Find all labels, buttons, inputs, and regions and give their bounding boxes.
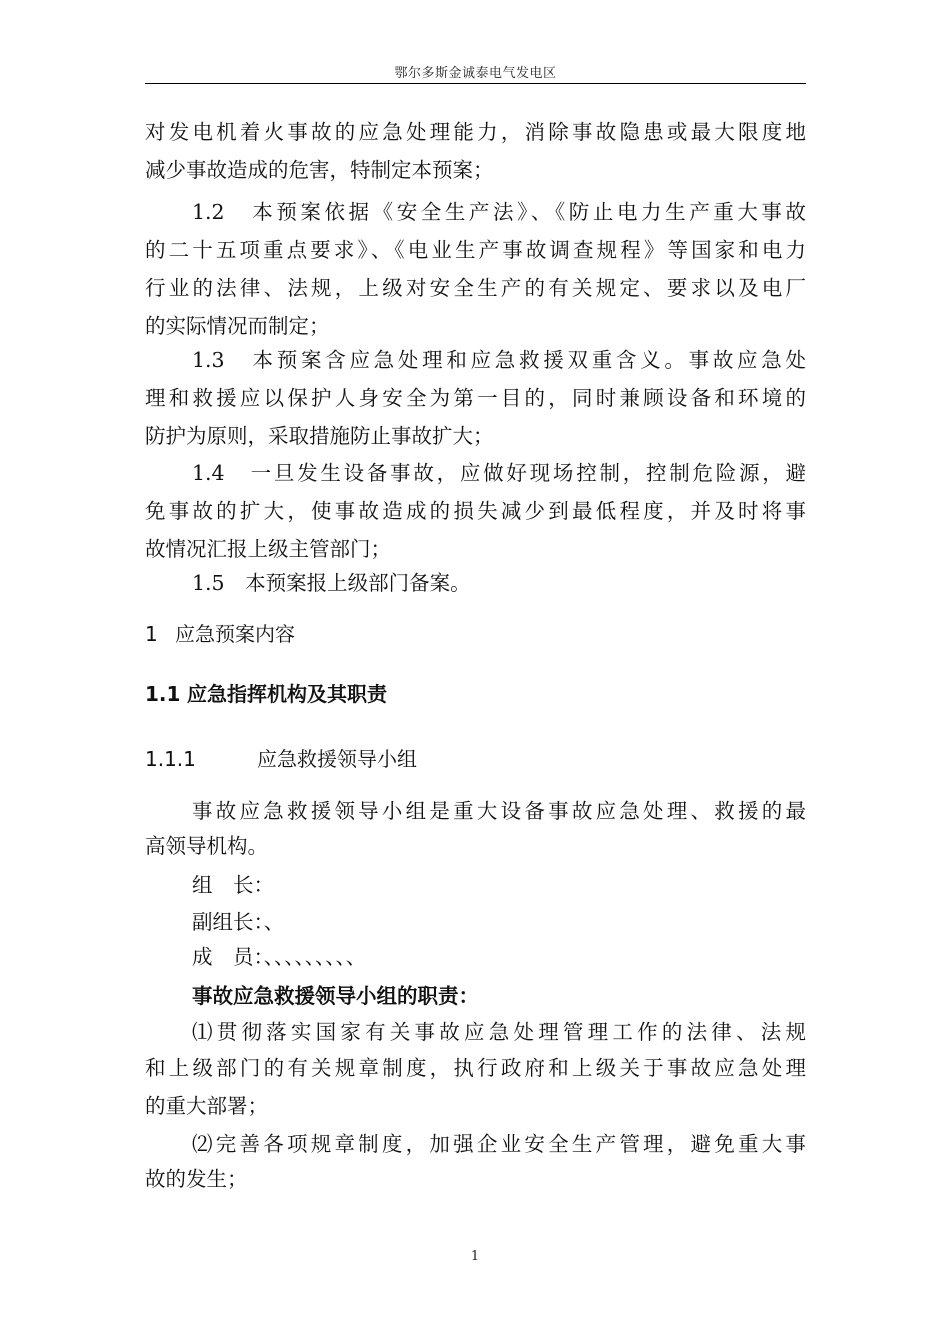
duty-item-line: 故的发生； <box>145 1167 248 1191</box>
heading-number: 1.1.1 <box>145 747 196 771</box>
duties-title: 事故应急救援领导小组的职责： <box>192 984 479 1008</box>
paragraph-line: 减少事故造成的危害，特制定本预案； <box>145 158 494 182</box>
header-rule <box>145 83 806 84</box>
paragraph-line: 对发电机着火事故的应急处理能力，消除事故隐患或最大限度地 <box>145 120 806 144</box>
role-deputy: 副组长：、 <box>192 910 285 934</box>
section-heading-1 <box>145 620 295 648</box>
section-heading-1-1 <box>145 680 387 708</box>
section-heading-1-1-1 <box>145 745 417 773</box>
page-number: 1 <box>470 1249 480 1264</box>
heading-number: 1.1 <box>145 682 181 706</box>
heading-text: 应急救援领导小组 <box>257 747 417 771</box>
heading-number: 1 <box>145 622 158 646</box>
paragraph-line: 行业的法律、法规，上级对安全生产的有关规定、要求以及电厂 <box>145 276 806 300</box>
paragraph-line: 故情况汇报上级主管部门； <box>145 537 391 561</box>
paragraph-line: 事故应急救援领导小组是重大设备事故应急处理、救援的最 <box>192 799 806 823</box>
paragraph-line: 理和救援应以保护人身安全为第一目的，同时兼顾设备和环境的 <box>145 386 806 410</box>
duty-item-line: 的重大部署； <box>145 1094 268 1118</box>
paragraph-line: 防护为原则，采取措施防止事故扩大； <box>145 424 494 448</box>
paragraph-line: 高领导机构。 <box>145 834 268 858</box>
duty-item-line: ⑵完善各项规章制度，加强企业安全生产管理，避免重大事 <box>192 1132 806 1156</box>
paragraph-line: 的二十五项重点要求》、《电业生产事故调查规程》等国家和电力 <box>145 238 806 262</box>
heading-text: 应急预案内容 <box>175 622 295 646</box>
duty-item-line: 和上级部门的有关规章制度，执行政府和上级关于事故应急处理 <box>145 1056 806 1080</box>
paragraph-line: 1.4 一旦发生设备事故，应做好现场控制，控制危险源，避 <box>192 461 806 485</box>
duty-item-line: ⑴贯彻落实国家有关事故应急处理管理工作的法律、法规 <box>192 1020 806 1044</box>
role-members: 成 员：、、、、、、、、、 <box>192 945 367 969</box>
paragraph-line: 免事故的扩大，使事故造成的损失减少到最低程度，并及时将事 <box>145 499 806 523</box>
paragraph-line: 1.5 本预案报上级部门备案。 <box>192 571 471 595</box>
paragraph-line: 1.3 本预案含应急处理和应急救援双重含义。事故应急处 <box>192 348 806 372</box>
role-leader: 组 长： <box>192 873 274 897</box>
heading-text: 应急指挥机构及其职责 <box>187 682 387 706</box>
page-header: 鄂尔多斯金诚泰电气发电区 <box>394 66 557 81</box>
paragraph-line: 1.2 本预案依据《安全生产法》、《防止电力生产重大事故 <box>192 200 806 224</box>
paragraph-line: 的实际情况而制定； <box>145 314 330 338</box>
